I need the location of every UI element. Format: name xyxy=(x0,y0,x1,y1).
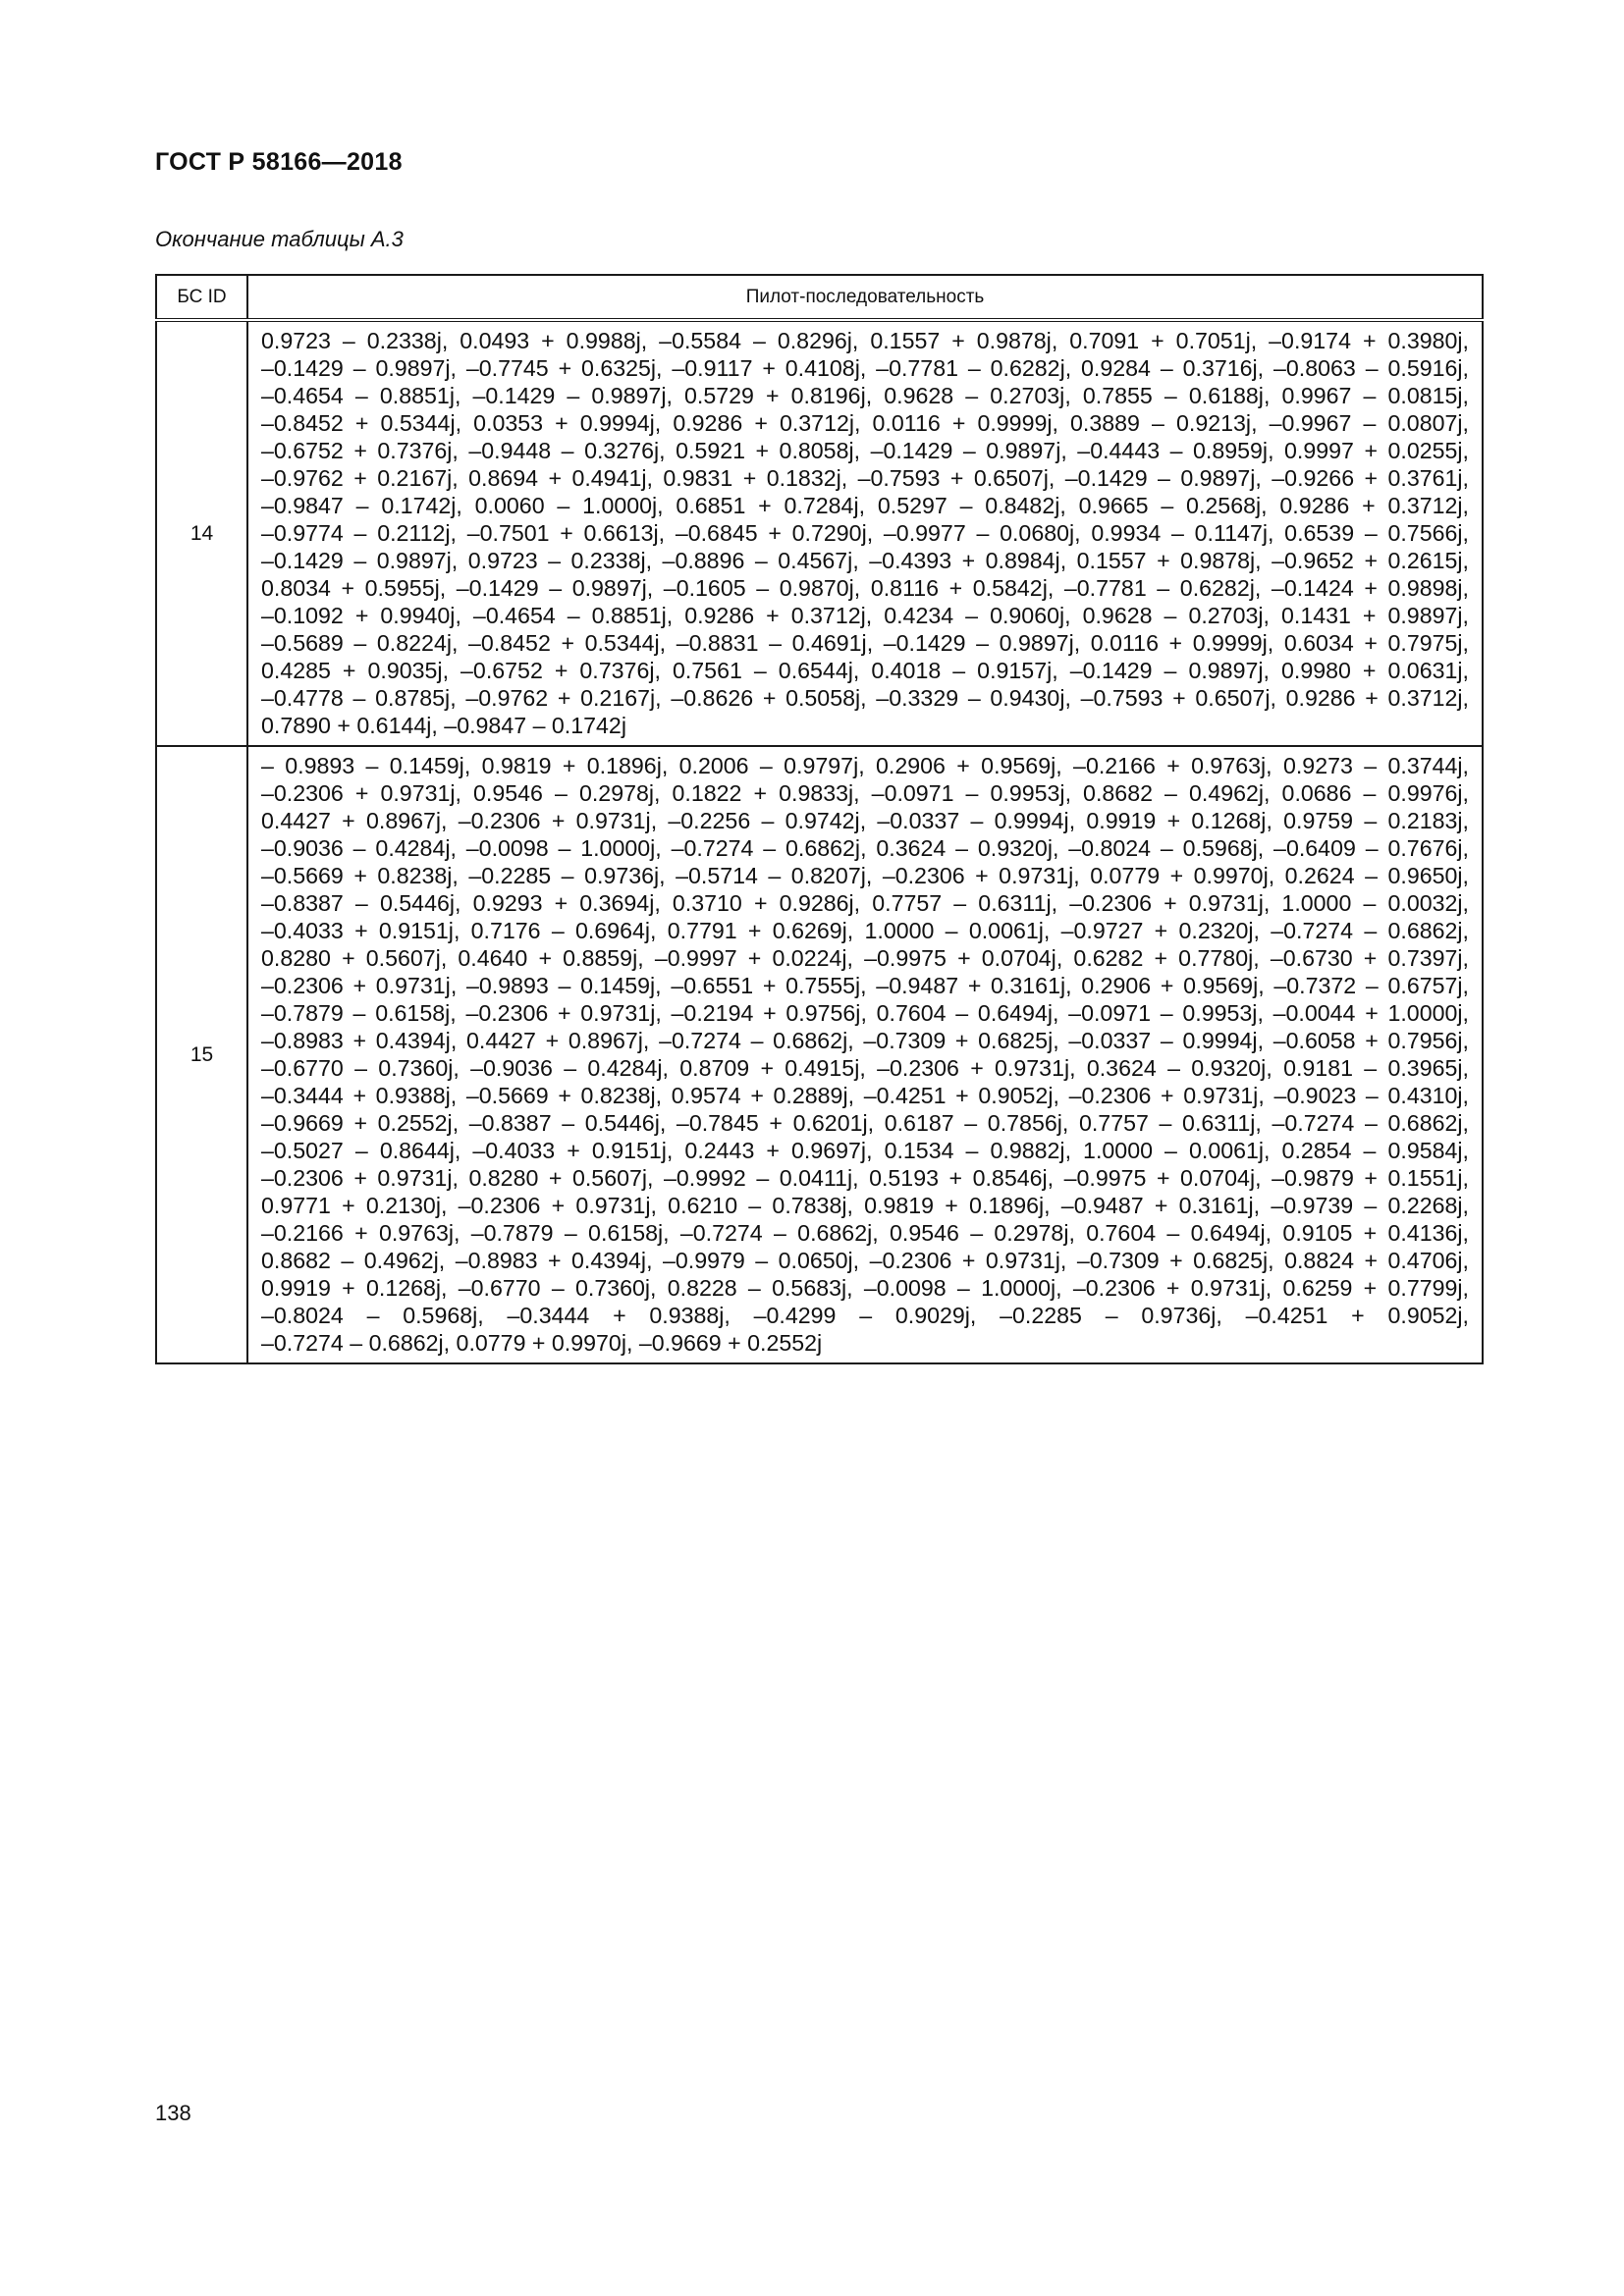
sequence-line: –0.4033 + 0.9151j, 0.7176 – 0.6964j, 0.7791 + 0.6269j, 1.0000 – 0.0061j, –0.9727 + 0.2320j, –0.7274 – 0.6862j, xyxy=(261,918,1469,943)
bs-id-cell: 14 xyxy=(156,320,247,746)
sequence-line: –0.1429 – 0.9897j, –0.7745 + 0.6325j, –0.9117 + 0.4108j, –0.7781 – 0.6282j, 0.9284 – 0.3716j, –0.8063 – 0.5916j, xyxy=(261,355,1469,381)
sequence-line: –0.1092 + 0.9940j, –0.4654 – 0.8851j, 0.9286 + 0.3712j, 0.4234 – 0.9060j, 0.9628 – 0.2703j, 0.1431 + 0.9897j, xyxy=(261,603,1469,628)
sequence-line: –0.5689 – 0.8224j, –0.8452 + 0.5344j, –0.8831 – 0.4691j, –0.1429 – 0.9897j, 0.0116 + 0.9999j, 0.6034 + 0.7975j, xyxy=(261,630,1469,656)
sequence-line: –0.9774 – 0.2112j, –0.7501 + 0.6613j, –0.6845 + 0.7290j, –0.9977 – 0.0680j, 0.9934 – 0.1147j, 0.6539 – 0.7566j, xyxy=(261,520,1469,546)
sequence-line: –0.8983 + 0.4394j, 0.4427 + 0.8967j, –0.7274 – 0.6862j, –0.7309 + 0.6825j, –0.0337 – 0.9994j, –0.6058 + 0.7956j, xyxy=(261,1028,1469,1053)
sequence-line: –0.9847 – 0.1742j, 0.0060 – 1.0000j, 0.6851 + 0.7284j, 0.5297 – 0.8482j, 0.9665 – 0.2568j, 0.9286 + 0.3712j, xyxy=(261,493,1469,518)
sequence-line: –0.9036 – 0.4284j, –0.0098 – 1.0000j, –0.7274 – 0.6862j, 0.3624 – 0.9320j, –0.8024 – 0.5968j, –0.6409 – 0.7676j, xyxy=(261,835,1469,861)
sequence-line: 0.8280 + 0.5607j, 0.4640 + 0.8859j, –0.9997 + 0.0224j, –0.9975 + 0.0704j, 0.6282 + 0.7780j, –0.6730 + 0.7397j, xyxy=(261,945,1469,971)
sequence-line: –0.5669 + 0.8238j, –0.2285 – 0.9736j, –0.5714 – 0.8207j, –0.2306 + 0.9731j, 0.0779 + 0.9970j, 0.2624 – 0.9650j, xyxy=(261,863,1469,888)
sequence-line: –0.2166 + 0.9763j, –0.7879 – 0.6158j, –0.7274 – 0.6862j, 0.9546 – 0.2978j, 0.7604 – 0.6494j, 0.9105 + 0.4136j, xyxy=(261,1220,1469,1246)
sequence-line: –0.7274 – 0.6862j, 0.0779 + 0.9970j, –0.9669 + 0.2552j xyxy=(261,1330,823,1356)
sequence-line: –0.9669 + 0.2552j, –0.8387 – 0.5446j, –0.7845 + 0.6201j, 0.6187 – 0.7856j, 0.7757 – 0.6311j, –0.7274 – 0.6862j, xyxy=(261,1110,1469,1136)
document-header: ГОСТ Р 58166—2018 xyxy=(155,148,403,176)
table-header-row xyxy=(156,275,1483,320)
pilot-sequence-table xyxy=(155,274,1484,1364)
sequence-line: 0.8682 – 0.4962j, –0.8983 + 0.4394j, –0.9979 – 0.0650j, –0.2306 + 0.9731j, –0.7309 + 0.6825j, 0.8824 + 0.4706j, xyxy=(261,1248,1469,1273)
sequence-line: 0.9723 – 0.2338j, 0.0493 + 0.9988j, –0.5584 – 0.8296j, 0.1557 + 0.9878j, 0.7091 + 0.7051j, –0.9174 + 0.3980j, xyxy=(261,328,1469,353)
sequence-line: – 0.9893 – 0.1459j, 0.9819 + 0.1896j, 0.2006 – 0.9797j, 0.2906 + 0.9569j, –0.2166 + 0.9763j, 0.9273 – 0.3744j, xyxy=(261,753,1469,778)
sequence-line: –0.2306 + 0.9731j, 0.9546 – 0.2978j, 0.1822 + 0.9833j, –0.0971 – 0.9953j, 0.8682 – 0.4962j, 0.0686 – 0.9976j, xyxy=(261,780,1469,806)
table-caption: Окончание таблицы А.3 xyxy=(155,227,404,251)
sequence-line: –0.8452 + 0.5344j, 0.0353 + 0.9994j, 0.9286 + 0.3712j, 0.0116 + 0.9999j, 0.3889 – 0.9213j, –0.9967 – 0.0807j, xyxy=(261,410,1469,436)
sequence-line: –0.2306 + 0.9731j, 0.8280 + 0.5607j, –0.9992 – 0.0411j, 0.5193 + 0.8546j, –0.9975 + 0.0704j, –0.9879 + 0.1551j, xyxy=(261,1165,1469,1191)
sequence-line: –0.6752 + 0.7376j, –0.9448 – 0.3276j, 0.5921 + 0.8058j, –0.1429 – 0.9897j, –0.4443 – 0.8959j, 0.9997 + 0.0255j, xyxy=(261,438,1469,463)
header-pilot-sequence: Пилот-последовательность xyxy=(247,275,1483,320)
sequence-line: –0.5027 – 0.8644j, –0.4033 + 0.9151j, 0.2443 + 0.9697j, 0.1534 – 0.9882j, 1.0000 – 0.0061j, 0.2854 – 0.9584j, xyxy=(261,1138,1469,1163)
pilot-sequence-cell xyxy=(247,320,1483,746)
table-row xyxy=(156,746,1483,1363)
sequence-line: –0.8387 – 0.5446j, 0.9293 + 0.3694j, 0.3710 + 0.9286j, 0.7757 – 0.6311j, –0.2306 + 0.9731j, 1.0000 – 0.0032j, xyxy=(261,890,1469,916)
sequence-line: –0.4654 – 0.8851j, –0.1429 – 0.9897j, 0.5729 + 0.8196j, 0.9628 – 0.2703j, 0.7855 – 0.6188j, 0.9967 – 0.0815j, xyxy=(261,383,1469,408)
header-bs-id: БС ID xyxy=(156,275,247,320)
page-number: 138 xyxy=(155,2101,191,2125)
sequence-line: 0.9919 + 0.1268j, –0.6770 – 0.7360j, 0.8228 – 0.5683j, –0.0098 – 1.0000j, –0.2306 + 0.9731j, 0.6259 + 0.7799j, xyxy=(261,1275,1469,1301)
sequence-line: –0.4778 – 0.8785j, –0.9762 + 0.2167j, –0.8626 + 0.5058j, –0.3329 – 0.9430j, –0.7593 + 0.6507j, 0.9286 + 0.3712j, xyxy=(261,685,1469,711)
sequence-line: –0.1429 – 0.9897j, 0.9723 – 0.2338j, –0.8896 – 0.4567j, –0.4393 + 0.8984j, 0.1557 + 0.9878j, –0.9652 + 0.2615j, xyxy=(261,548,1469,573)
sequence-line: –0.8024 – 0.5968j, –0.3444 + 0.9388j, –0.4299 – 0.9029j, –0.2285 – 0.9736j, –0.4251 + 0.9052j, xyxy=(261,1303,1469,1328)
table-row xyxy=(156,320,1483,746)
pilot-sequence-cell xyxy=(247,746,1483,1363)
sequence-line: –0.6770 – 0.7360j, –0.9036 – 0.4284j, 0.8709 + 0.4915j, –0.2306 + 0.9731j, 0.3624 – 0.9320j, 0.9181 – 0.3965j, xyxy=(261,1055,1469,1081)
sequence-line: –0.7879 – 0.6158j, –0.2306 + 0.9731j, –0.2194 + 0.9756j, 0.7604 – 0.6494j, –0.0971 – 0.9953j, –0.0044 + 1.0000j, xyxy=(261,1000,1469,1026)
sequence-line: –0.3444 + 0.9388j, –0.5669 + 0.8238j, 0.9574 + 0.2889j, –0.4251 + 0.9052j, –0.2306 + 0.9731j, –0.9023 – 0.4310j, xyxy=(261,1083,1469,1108)
sequence-line: 0.4285 + 0.9035j, –0.6752 + 0.7376j, 0.7561 – 0.6544j, 0.4018 – 0.9157j, –0.1429 – 0.9897j, 0.9980 + 0.0631j, xyxy=(261,658,1469,683)
bs-id-cell: 15 xyxy=(156,746,247,1363)
sequence-line: –0.9762 + 0.2167j, 0.8694 + 0.4941j, 0.9831 + 0.1832j, –0.7593 + 0.6507j, –0.1429 – 0.9897j, –0.9266 + 0.3761j, xyxy=(261,465,1469,491)
sequence-line: –0.2306 + 0.9731j, –0.9893 – 0.1459j, –0.6551 + 0.7555j, –0.9487 + 0.3161j, 0.2906 + 0.9569j, –0.7372 – 0.6757j, xyxy=(261,973,1469,998)
sequence-line: 0.7890 + 0.6144j, –0.9847 – 0.1742j xyxy=(261,713,626,738)
sequence-line: 0.8034 + 0.5955j, –0.1429 – 0.9897j, –0.1605 – 0.9870j, 0.8116 + 0.5842j, –0.7781 – 0.6282j, –0.1424 + 0.9898j, xyxy=(261,575,1469,601)
table-body xyxy=(156,320,1483,1363)
sequence-line: 0.9771 + 0.2130j, –0.2306 + 0.9731j, 0.6210 – 0.7838j, 0.9819 + 0.1896j, –0.9487 + 0.3161j, –0.9739 – 0.2268j, xyxy=(261,1193,1469,1218)
sequence-line: 0.4427 + 0.8967j, –0.2306 + 0.9731j, –0.2256 – 0.9742j, –0.0337 – 0.9994j, 0.9919 + 0.1268j, 0.9759 – 0.2183j, xyxy=(261,808,1469,833)
